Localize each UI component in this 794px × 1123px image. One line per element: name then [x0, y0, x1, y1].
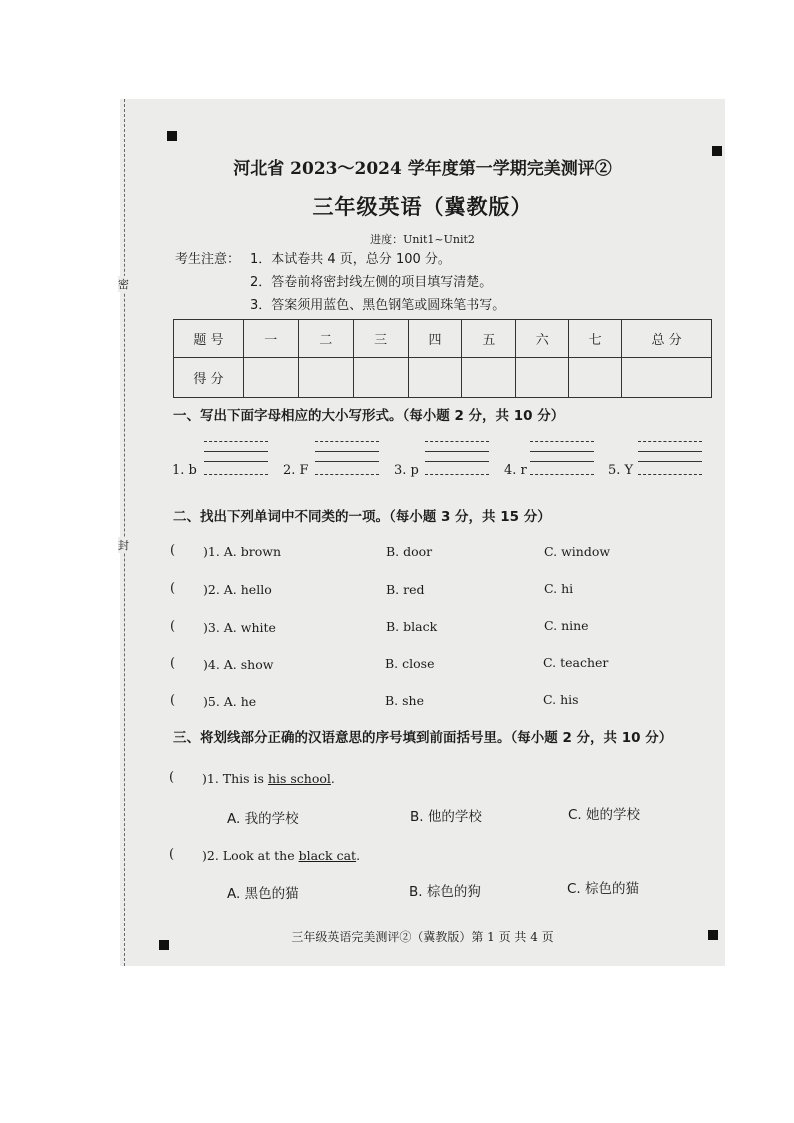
- writing-lines[interactable]: [638, 441, 702, 475]
- writing-lines[interactable]: [425, 441, 489, 475]
- score-header-cell: 三: [353, 320, 408, 358]
- sentence: [202, 771, 335, 786]
- question-option-b: B. red: [386, 582, 425, 597]
- page-footer: 三年级英语完美测评②（冀教版）第 1 页 共 4 页: [291, 930, 554, 944]
- sentence-end: .: [330, 771, 335, 786]
- score-cell[interactable]: [408, 358, 462, 398]
- exam-page: [120, 99, 725, 966]
- letter-item: 4. r: [504, 463, 527, 478]
- answer-paren[interactable]: (: [170, 543, 176, 558]
- question-option-a: A. 我的学校: [227, 811, 299, 827]
- notice-item: 3．答案须用蓝色、黑色钢笔或圆珠笔书写。: [250, 298, 506, 313]
- question-option-a: )3. A. white: [203, 620, 276, 635]
- section1-title: 一、写出下面字母相应的大小写形式。（每小题 2 分，共 10 分）: [173, 408, 565, 424]
- question-option-b: B. door: [386, 544, 433, 559]
- binding-char: 封: [118, 539, 129, 552]
- question-option-a: )2. A. hello: [203, 582, 272, 597]
- underlined-phrase: his school: [267, 771, 331, 786]
- question-option-a: A. 黑色的猫: [227, 886, 299, 902]
- question-option-b: B. 棕色的狗: [409, 884, 481, 900]
- score-header-cell: 七: [569, 320, 622, 358]
- question-option-b: B. close: [385, 656, 435, 671]
- binding-line: [124, 99, 125, 966]
- letter-item: 3. p: [394, 463, 419, 478]
- exam-subtitle: 三年级英语（冀教版）: [312, 194, 533, 219]
- question-option-c: C. 她的学校: [568, 807, 641, 823]
- question-option-b: B. black: [386, 619, 438, 634]
- question-option-a: )1. A. brown: [203, 544, 282, 559]
- answer-paren[interactable]: (: [170, 656, 176, 671]
- notice-item: 2．答卷前将密封线左侧的项目填写清楚。: [250, 275, 493, 290]
- score-row-label: 得 分: [174, 358, 244, 398]
- sentence-end: .: [356, 848, 361, 863]
- score-header-cell: 一: [243, 320, 298, 358]
- notice-item: 1．本试卷共 4 页，总分 100 分。: [250, 252, 451, 267]
- sentence-text: )2. Look at the: [202, 848, 299, 863]
- progress-text: 进度：Unit1~Unit2: [370, 233, 475, 246]
- answer-paren[interactable]: (: [169, 770, 175, 785]
- score-table: [173, 319, 712, 398]
- answer-paren[interactable]: (: [169, 847, 175, 862]
- score-cell[interactable]: [298, 358, 353, 398]
- corner-mark: [167, 131, 177, 141]
- writing-lines[interactable]: [315, 441, 379, 475]
- question-option-a: )4. A. show: [203, 657, 274, 672]
- binding-char: 密: [118, 278, 129, 291]
- question-option-c: C. hi: [544, 581, 574, 596]
- exam-title: 河北省 2023～2024 学年度第一学期完美测评②: [233, 159, 612, 179]
- question-option-c: C. nine: [544, 618, 589, 633]
- question-option-c: C. window: [544, 544, 611, 559]
- score-header-cell: 题 号: [174, 320, 244, 358]
- sentence-text: )1. This is: [202, 771, 268, 786]
- question-option-b: B. she: [385, 693, 424, 708]
- section2-title: 二、找出下列单词中不同类的一项。（每小题 3 分，共 15 分）: [173, 509, 551, 525]
- score-cell[interactable]: [243, 358, 298, 398]
- score-cell[interactable]: [353, 358, 408, 398]
- underlined-phrase: black cat: [298, 848, 357, 863]
- section3-title: 三、将划线部分正确的汉语意思的序号填到前面括号里。（每小题 2 分，共 10 分）: [173, 730, 673, 746]
- question-option-c: C. 棕色的猫: [567, 881, 640, 897]
- notice-label: 考生注意：: [175, 252, 241, 267]
- question-option-b: B. 他的学校: [410, 809, 482, 825]
- score-header-cell: 二: [298, 320, 353, 358]
- writing-lines[interactable]: [204, 441, 268, 475]
- question-option-a: )5. A. he: [203, 694, 257, 709]
- score-cell[interactable]: [569, 358, 622, 398]
- score-header-cell: 四: [408, 320, 462, 358]
- score-header-cell: 六: [516, 320, 569, 358]
- question-option-c: C. teacher: [543, 655, 609, 670]
- answer-paren[interactable]: (: [170, 693, 176, 708]
- score-cell[interactable]: [622, 358, 712, 398]
- sentence: [202, 848, 360, 863]
- answer-paren[interactable]: (: [170, 619, 176, 634]
- score-header-cell: 总 分: [622, 320, 712, 358]
- score-cell[interactable]: [462, 358, 516, 398]
- letter-item: 5. Y: [608, 463, 634, 478]
- letter-item: 1. b: [172, 463, 197, 478]
- letter-item: 2. F: [283, 463, 309, 478]
- writing-lines[interactable]: [530, 441, 594, 475]
- score-cell[interactable]: [516, 358, 569, 398]
- question-option-c: C. his: [543, 692, 579, 707]
- score-header-cell: 五: [462, 320, 516, 358]
- answer-paren[interactable]: (: [170, 581, 176, 596]
